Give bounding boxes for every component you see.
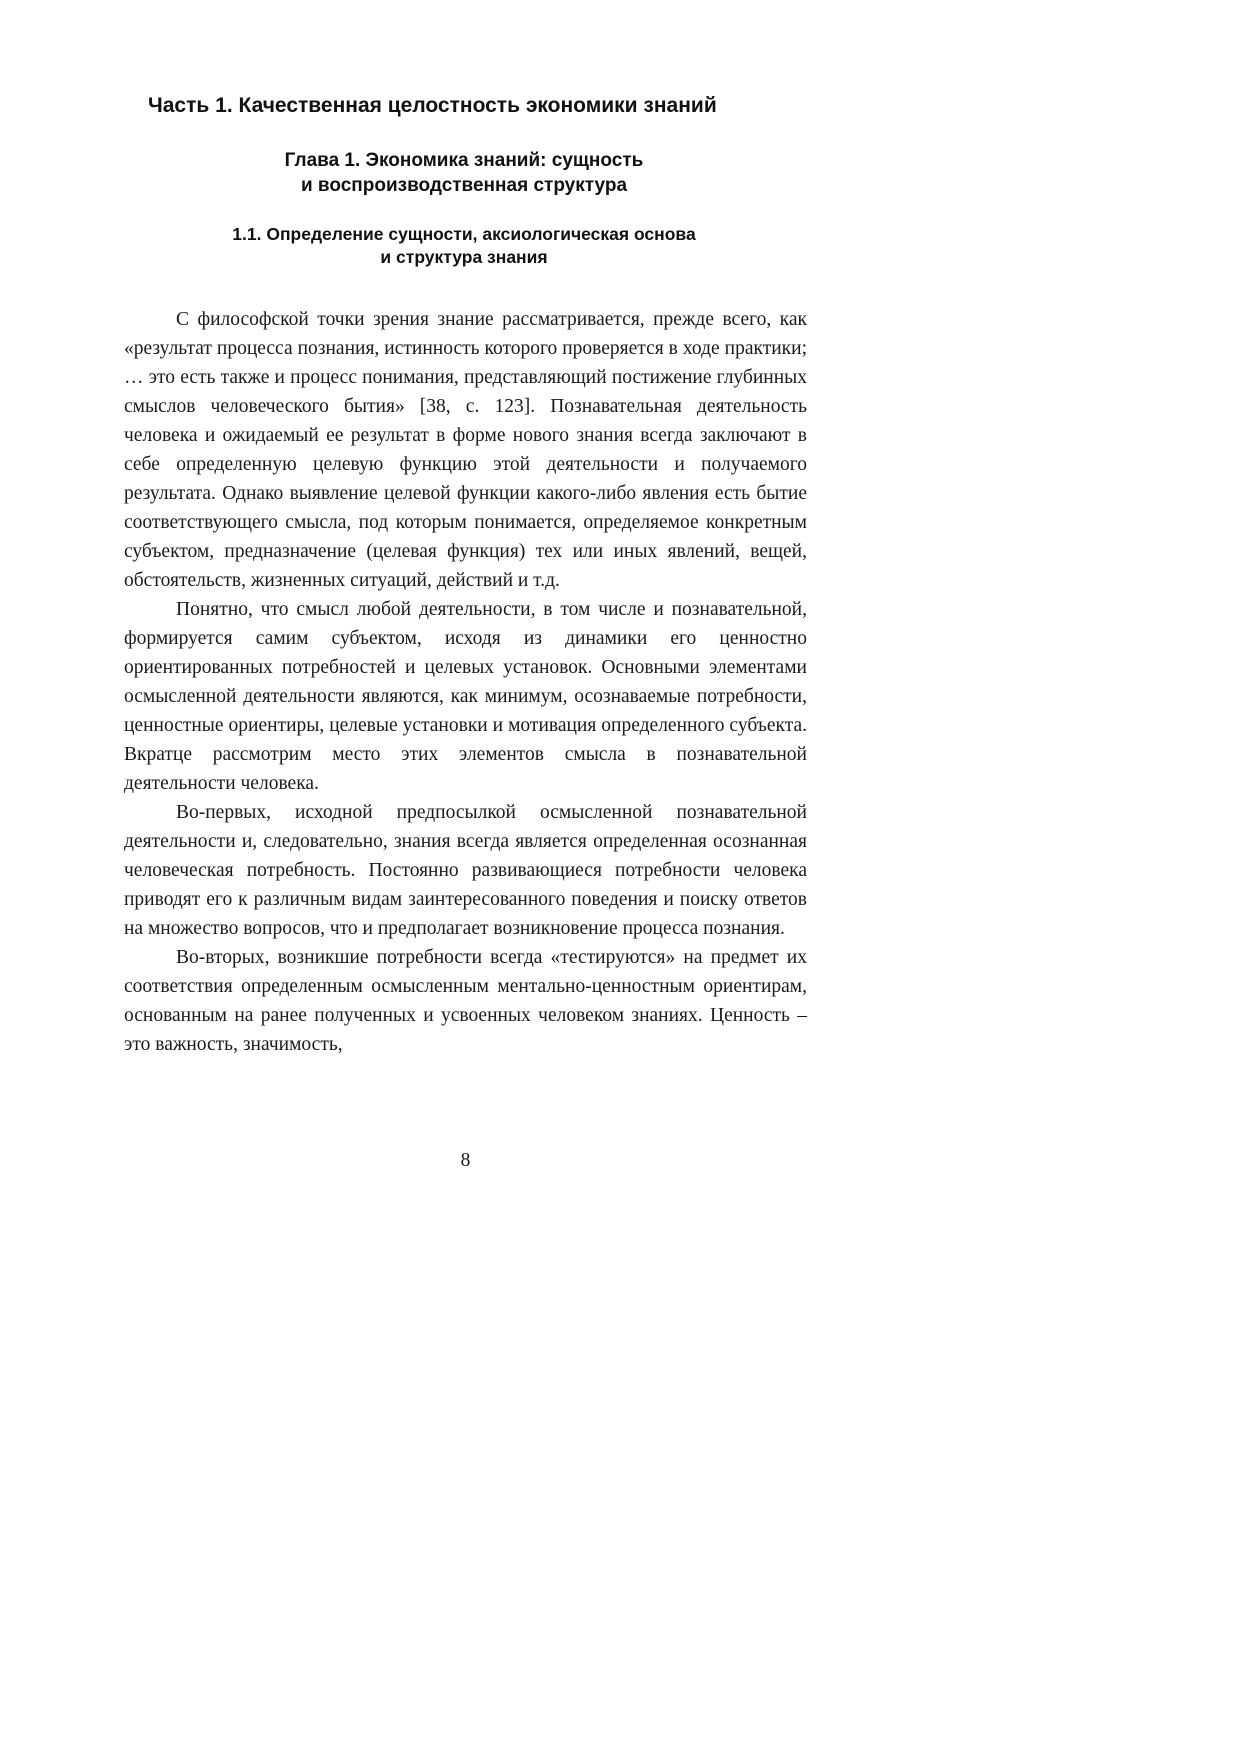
body-text bbox=[124, 305, 807, 1059]
page-number: 8 bbox=[460, 1150, 471, 1171]
chapter-title-line-1: Глава 1. Экономика знаний: сущность bbox=[284, 150, 644, 171]
chapter-title-line-2: и воспроизводственная структура bbox=[300, 175, 628, 196]
section-title bbox=[124, 223, 804, 269]
part-title: Часть 1. Качественная целостность экономики знаний bbox=[148, 94, 717, 117]
section-title-line-2: и структура знания bbox=[380, 247, 548, 267]
paragraph: Во-первых, исходной предпосылкой осмысленной познавательной деятельности и, следовательно, знания всегда является определенная осознанная человеческая потребность. Постоянно развивающиеся потребности человека приводят его к различным видам заинтересованного поведения и поиску ответов на множество вопросов, что и предполагает возникновение процесса познания. bbox=[124, 802, 807, 939]
paragraph: С философской точки зрения знание рассматривается, прежде всего, как «результат процесса познания, истинность которого проверяется в ходе практики; … это есть также и процесс понимания, представляющий постижение глубинных смыслов человеческого бытия» [38, с. 123]. Познавательная деятельность человека и ожидаемый ее результат в форме нового знания всегда заключают в себе определенную целевую функцию этой деятельности и получаемого результата. Однако выявление целевой функции какого-либо явления есть бытие соответствующего смысла, под которым понимается, определяемое конкретным субъектом, предназначение (целевая функция) тех или иных явлений, вещей, обстоятельств, жизненных ситуаций, действий и т.д. bbox=[124, 309, 807, 591]
chapter-title bbox=[124, 148, 804, 198]
paragraph: Понятно, что смысл любой деятельности, в том числе и познавательной, формируется самим субъектом, исходя из динамики его ценностно ориентированных потребностей и целевых установок. Основными элементами осмысленной деятельности являются, как минимум, осознаваемые потребности, ценностные ориентиры, целевые установки и мотивация определенного субъекта. Вкратце рассмотрим место этих элементов смысла в познавательной деятельности человека. bbox=[124, 599, 807, 794]
section-title-line-1: 1.1. Определение сущности, аксиологическая основа bbox=[232, 224, 696, 244]
paragraph: Во-вторых, возникшие потребности всегда «тестируются» на предмет их соответствия определенным осмысленным ментально-ценностным ориентирам, основанным на ранее полученных и усвоенных человеком знаниях. Ценность – это важность, значимость, bbox=[124, 947, 807, 1055]
